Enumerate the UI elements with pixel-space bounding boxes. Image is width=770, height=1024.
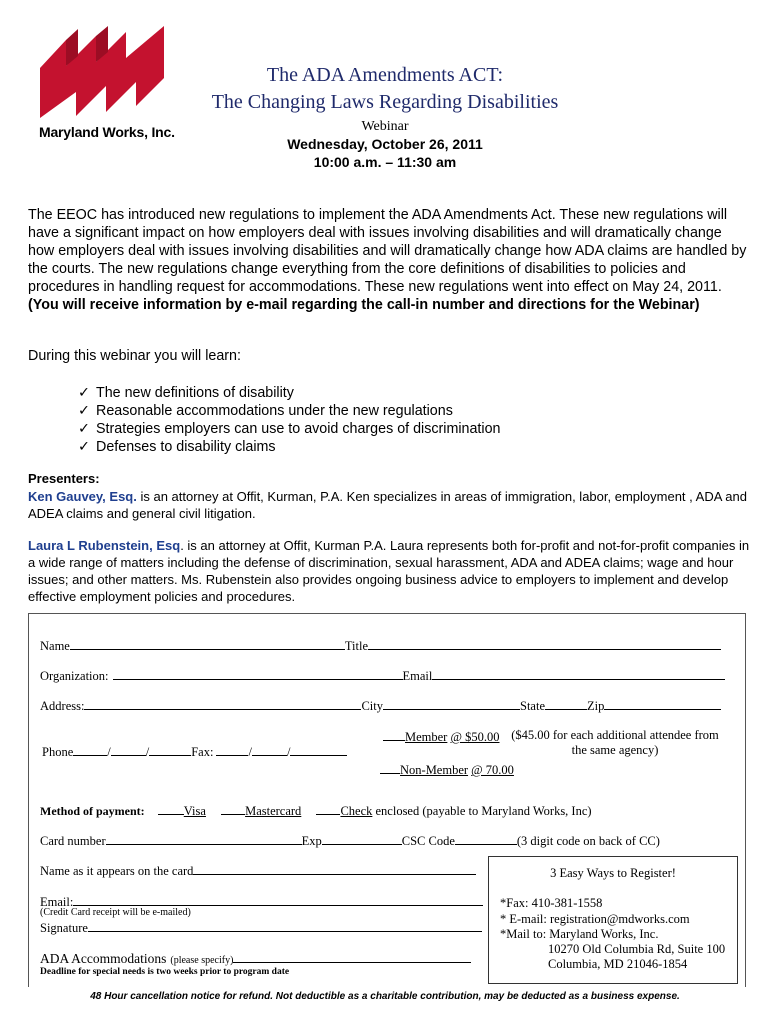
city-label: City (361, 699, 383, 713)
exp-label: Exp (301, 834, 322, 848)
name-on-card-label: Name as it appears on the card (40, 864, 194, 878)
presenter-name: Laura L Rubenstein, Esq (28, 538, 181, 553)
checkmark-icon: ✓ (78, 421, 90, 437)
receipt-email-label: Email: (40, 895, 74, 909)
presenter-name: Ken Gauvey, Esq. (28, 489, 137, 504)
list-item-text: Defenses to disability claims (96, 439, 276, 455)
mastercard-label: Mastercard (245, 804, 302, 818)
checkmark-icon: ✓ (78, 439, 90, 455)
nonmember-option (380, 761, 514, 778)
checkmark-icon: ✓ (78, 403, 90, 419)
member-price: @ $50.00 (450, 730, 500, 744)
visa-label: Visa (183, 804, 206, 818)
ada-row (40, 950, 471, 968)
intro-bold-note: (You will receive information by e-mail regarding the call-in number and directions for the Webinar) (28, 297, 700, 313)
presenter-bio-text: is an attorney at Offit, Kurman, P.A. Ken specializes in areas of immigration, labor, employment , ADA and ADEA claims and general civil litigation. (28, 489, 747, 521)
title-label: Title (344, 639, 369, 653)
ada-note: (please specify) (170, 955, 234, 966)
event-date: Wednesday, October 26, 2011 (287, 136, 483, 152)
address-field[interactable] (84, 697, 361, 710)
fax-prefix-field[interactable] (252, 743, 287, 756)
payment-row (40, 802, 592, 819)
member-option (383, 728, 500, 745)
address-label: Address: (40, 699, 85, 713)
register-title: 3 Easy Ways to Register! (550, 866, 676, 880)
intro-paragraph (28, 206, 748, 314)
address-row (40, 697, 721, 714)
learn-heading: During this webinar you will learn: (28, 348, 241, 364)
signature-row (40, 919, 482, 936)
exp-field[interactable] (322, 832, 402, 845)
event-time: 10:00 a.m. – 11:30 am (313, 154, 457, 170)
learn-list (78, 384, 501, 456)
check-note: enclosed (payable to Maryland Works, Inc) (375, 804, 592, 818)
card-number-label: Card number (40, 834, 106, 848)
check-checkbox[interactable] (316, 802, 340, 815)
email-field[interactable] (432, 667, 725, 680)
list-item (78, 384, 501, 402)
csc-note: (3 digit code on back of CC) (516, 834, 660, 848)
name-field[interactable] (70, 637, 345, 650)
company-logo-text: Maryland Works, Inc. (39, 124, 175, 140)
payment-label: Method of payment: (40, 804, 145, 818)
zip-label: Zip (587, 699, 605, 713)
csc-field[interactable] (455, 832, 517, 845)
member-checkbox[interactable] (383, 728, 405, 741)
register-address-line2: Columbia, MD 21046-1854 (548, 957, 688, 971)
name-on-card-field[interactable] (193, 862, 476, 875)
list-item-text: Strategies employers can use to avoid charges of discrimination (96, 421, 501, 437)
state-label: State (520, 699, 545, 713)
state-field[interactable] (545, 697, 587, 710)
list-item-text: Reasonable accommodations under the new regulations (96, 403, 453, 419)
csc-label: CSC Code (401, 834, 455, 848)
visa-checkbox[interactable] (158, 802, 184, 815)
receipt-email-note: (Credit Card receipt will be e-mailed) (40, 907, 191, 918)
nonmember-label: Non-Member (400, 763, 469, 777)
mastercard-checkbox[interactable] (221, 802, 245, 815)
presenter-bio (28, 537, 753, 605)
footer-note: 48 Hour cancellation notice for refund. Not deductible as a charitable contribution, may be deducted as a business expense. (90, 991, 680, 1002)
organization-label: Organization: (40, 669, 109, 683)
list-item (78, 402, 501, 420)
presenter-bio (28, 488, 753, 522)
list-item-text: The new definitions of disability (96, 385, 294, 401)
phone-line-field[interactable] (149, 743, 191, 756)
title-field[interactable] (368, 637, 721, 650)
register-email[interactable]: * E-mail: registration@mdworks.com (500, 912, 690, 926)
intro-text: The EEOC has introduced new regulations to implement the ADA Amendments Act. These new regulations will have a significant impact on how employers deal with issues involving disabilities and will dramatically change how employers deal with issues involving disabilities and will dramatically change how ADA claims are handled by the courts. The new regulations change everything from the core definitions of disabilities to policies and procedures in handling request for accommodations. These new regulations went into effect on May 24, 2011. (28, 207, 747, 295)
list-item (78, 438, 501, 456)
member-note: ($45.00 for each additional attendee from the same agency) (511, 728, 719, 757)
phone-prefix-field[interactable] (111, 743, 146, 756)
signature-label: Signature (40, 921, 88, 935)
city-field[interactable] (383, 697, 520, 710)
name-on-card-row (40, 862, 476, 879)
zip-field[interactable] (604, 697, 721, 710)
phone-fax-row: Phone / / Fax: / / (42, 743, 347, 760)
organization-field[interactable] (113, 667, 403, 680)
register-address-line1: 10270 Old Columbia Rd, Suite 100 (548, 942, 726, 956)
register-mail: *Mail to: Maryland Works, Inc. (500, 927, 659, 941)
nonmember-checkbox[interactable] (380, 761, 400, 774)
presenters-heading: Presenters: (28, 471, 100, 486)
card-number-field[interactable] (106, 832, 302, 845)
list-item (78, 420, 501, 438)
register-fax: *Fax: 410-381-1558 (500, 896, 603, 910)
phone-label: Phone (42, 745, 74, 759)
phone-area-field[interactable] (73, 743, 107, 756)
organization-email-row (40, 667, 725, 684)
receipt-email-field[interactable] (73, 893, 483, 906)
deadline-note: Deadline for special needs is two weeks prior to program date (40, 967, 290, 977)
checkmark-icon: ✓ (78, 385, 90, 401)
page-title-line-2: The Changing Laws Regarding Disabilities (211, 91, 559, 113)
signature-field[interactable] (88, 919, 482, 932)
fax-area-field[interactable] (216, 743, 248, 756)
page-title-line-1: The ADA Amendments ACT: (266, 64, 504, 86)
ada-field[interactable] (233, 950, 471, 963)
check-label: Check (340, 804, 373, 818)
name-title-row (40, 637, 721, 654)
event-type: Webinar (361, 119, 409, 134)
name-label: Name (40, 639, 70, 653)
member-label: Member (405, 730, 448, 744)
presenter-bio-text: . is an attorney at Offit, Kurman P.A. Laura represents both for-profit and not-for-profit companies in a wide range of matters including the defense of discrimination, sexual harassment, ADA and ADEA claims; wage and hour issues; and other matters. Ms. Rubenstein also provides ongoing business advice to employers to implement and develop effective employment policies and procedures. (28, 538, 750, 604)
fax-line-field[interactable] (290, 743, 347, 756)
ada-label: ADA Accommodations (40, 951, 167, 966)
card-row (40, 832, 660, 849)
nonmember-price: @ 70.00 (471, 763, 514, 777)
fax-label: Fax: (191, 745, 214, 759)
email-label: Email (402, 669, 433, 683)
